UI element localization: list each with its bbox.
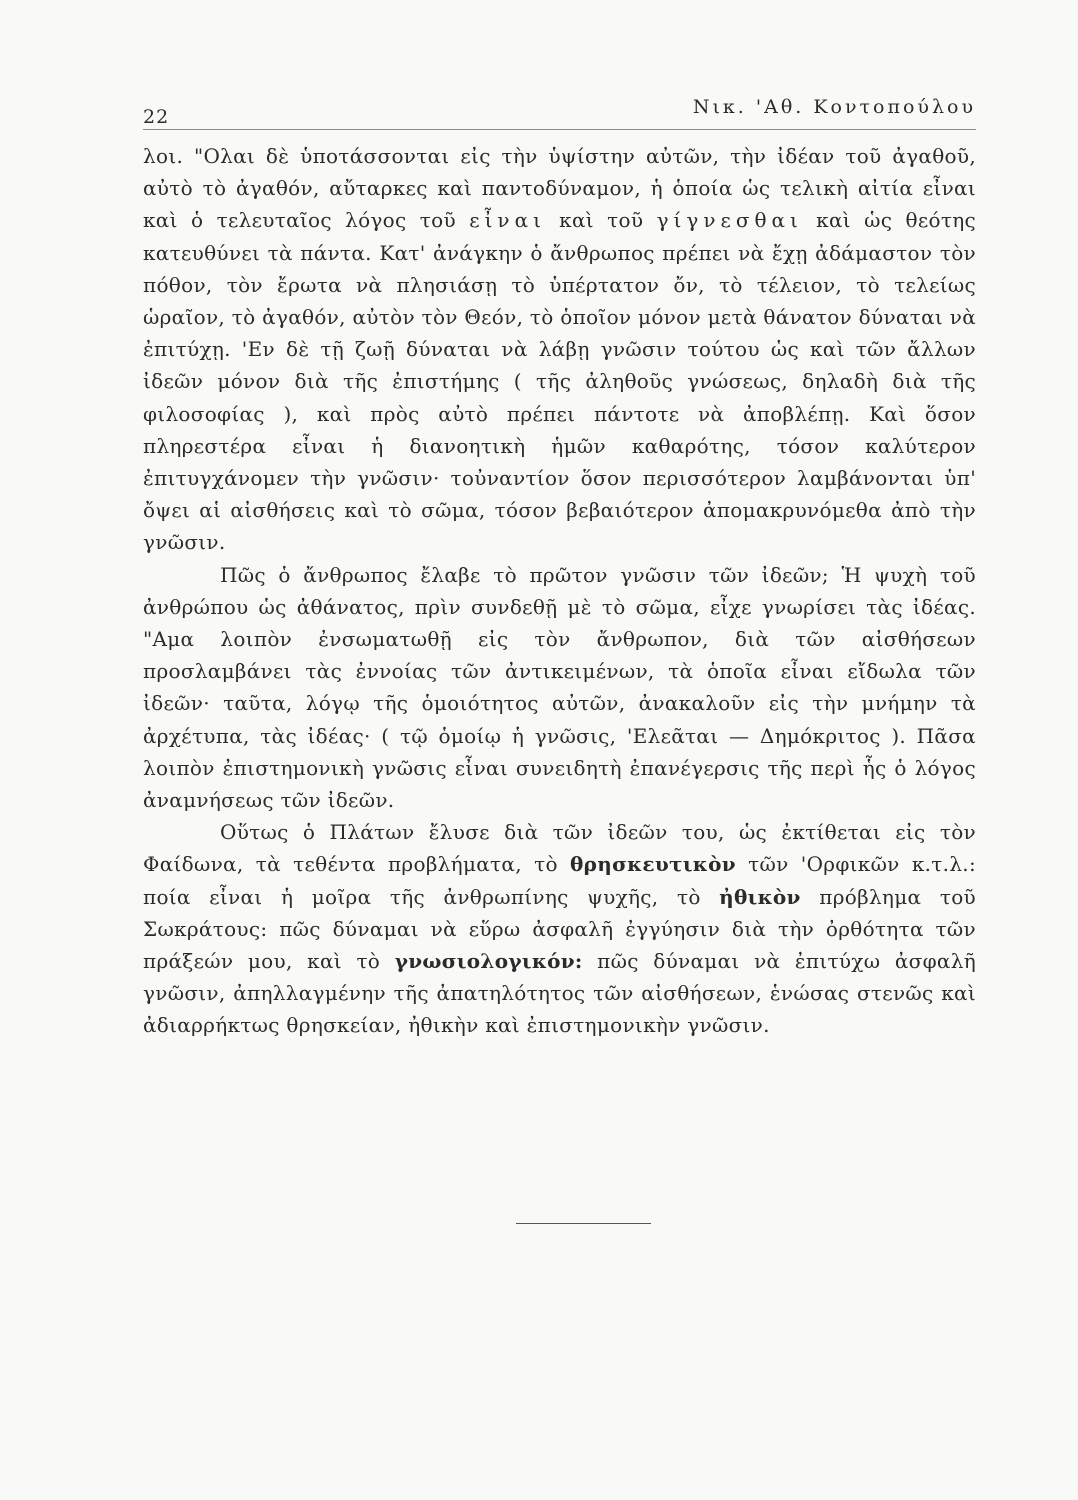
text-segment: Πῶς ὁ ἄνθρωπος ἔλαβε τὸ πρῶτον γνῶσιν τῶν ἰδεῶν; Ἡ ψυχὴ τοῦ ἀνθρώπου ὡς ἀθάνατος, πρὶν συνδεθῇ μὲ τὸ σῶμα, εἶχε γνωρίσει τὰς ἰδέας. "Αμα λοιπὸν ἐνσωματωθῇ εἰς τὸν ἄνθρωπον, διὰ τῶν αἰσθήσεων προσλαμβάνει τὰς ἐννοίας τῶν ἀντικειμένων, τὰ ὁποῖα εἶναι εἴδωλα τῶν ἰδεῶν· ταῦτα, λόγῳ τῆς ὁμοιότητος αὐτῶν, ἀνακαλοῦν εἰς τὴν μνήμην τὰ ἀρχέτυπα, τὰς ἰδέας· ( τῷ ὁμοίῳ ἡ γνῶσις, 'Ελεᾶται — Δημόκριτος ). Πᾶσα λοιπὸν ἐπιστημονικὴ γνῶσις εἶναι συνειδητὴ ἐπανέγερσις τῆς περὶ ἧς ὁ λόγος ἀναμνήσεως τῶν ἰδεῶν.	[143, 562, 976, 813]
text-segment: καὶ ὡς θεότης κατευθύνει τὰ πάντα. Κατ' ἀνάγκην ὁ ἄνθρωπος πρέπει νὰ ἔχῃ ἀδάμαστον τὸν πόθον, τὸν ἔρωτα νὰ πλησιάσῃ τὸ ὑπέρτατον ὄν, τὸ τέλειον, τὸ τελείως ὡραῖον, τὸ ἀγαθόν, αὐτὸν τὸν Θεόν, τὸ ὁποῖον μόνον μετὰ θάνατον δύναται νὰ ἐπιτύχῃ. 'Εν δὲ τῇ ζωῇ δύναται νὰ λάβῃ γνῶσιν τούτου ὡς καὶ τῶν ἄλλων ἰδεῶν μόνον διὰ τῆς ἐπιστήμης ( τῆς ἀληθοῦς γνώσεως, δηλαδὴ διὰ τῆς φιλοσοφίας ), καὶ πρὸς αὐτὸ πρέπει πάντοτε νὰ ἀποβλέπῃ. Καὶ ὅσον πληρεστέρα εἶναι ἡ διανοητικὴ ἡμῶν καθαρότης, τόσον καλύτερον ἐπιτυγχάνομεν τὴν γνῶσιν· τοὐναντίον ὅσον περισσότερον λαμβάνονται ὑπ' ὄψει αἱ αἰσθήσεις καὶ τὸ σῶμα, τόσον βεβαιότερον ἀπομακρυνόμεθα ἀπὸ τὴν γνῶσιν.	[143, 208, 977, 555]
text-segment: Οὕτως ὁ Πλάτων ἔλυσε διὰ τῶν ἰδεῶν του, ὡς ἐκτίθεται εἰς τὸν Φαίδωνα, τὰ τεθέντα προβλήματα, τὸ	[143, 820, 976, 877]
paragraph-3	[143, 816, 976, 1041]
spaced-word-einai: εἶναι	[469, 208, 546, 233]
running-head: Νικ. 'Αθ. Κοντοπούλου	[692, 96, 976, 118]
text-segment: τῶν 'Ορφικῶν κ.τ.λ.: ποία εἶναι ἡ μοῖρα τῆς ἀνθρωπίνης ψυχῆς, τὸ	[143, 852, 977, 909]
bold-term-religious: θρησκευτικὸν	[570, 852, 736, 877]
bold-term-epistemological: γνωσιολογικόν:	[394, 949, 583, 974]
page-header	[143, 96, 976, 130]
bold-term-ethical: ἠθικὸν	[719, 884, 801, 909]
section-end-rule	[516, 1223, 651, 1224]
header-rule	[143, 129, 976, 130]
text-segment: καὶ τοῦ	[545, 208, 657, 233]
spaced-word-gignesthai: γίγνεσθαι	[656, 208, 803, 233]
body-text	[143, 140, 976, 1042]
paragraph-1	[143, 140, 976, 559]
text-segment: πῶς δύναμαι νὰ ἐπιτύχω ἀσφαλῆ γνῶσιν, ἀπηλλαγμένην τῆς ἀπατηλότητος τῶν αἰσθήσεων, ἑνώσας στενῶς καὶ ἀδιαρρήκτως θρησκείαν, ἠθικὴν καὶ ἐπιστημονικὴν γνῶσιν.	[143, 949, 976, 1038]
paragraph-2	[143, 559, 976, 817]
text-segment: πρόβλημα τοῦ Σωκράτους: πῶς δύναμαι νὰ εὕρω ἀσφαλῆ ἐγγύησιν διὰ τὴν ὀρθότητα τῶν πράξεών μου, καὶ τὸ	[143, 884, 976, 974]
text-segment: λοι. "Ολαι δὲ ὑποτάσσονται εἰς τὴν ὑψίστην αὐτῶν, τὴν ἰδέαν τοῦ ἀγαθοῦ, αὐτὸ τὸ ἀγαθόν, αὔταρκες καὶ παντοδύναμον, ἡ ὁποία ὡς τελικὴ αἰτία εἶναι καὶ ὁ τελευταῖος λόγος τοῦ	[143, 144, 976, 233]
page-number: 22	[143, 106, 170, 128]
